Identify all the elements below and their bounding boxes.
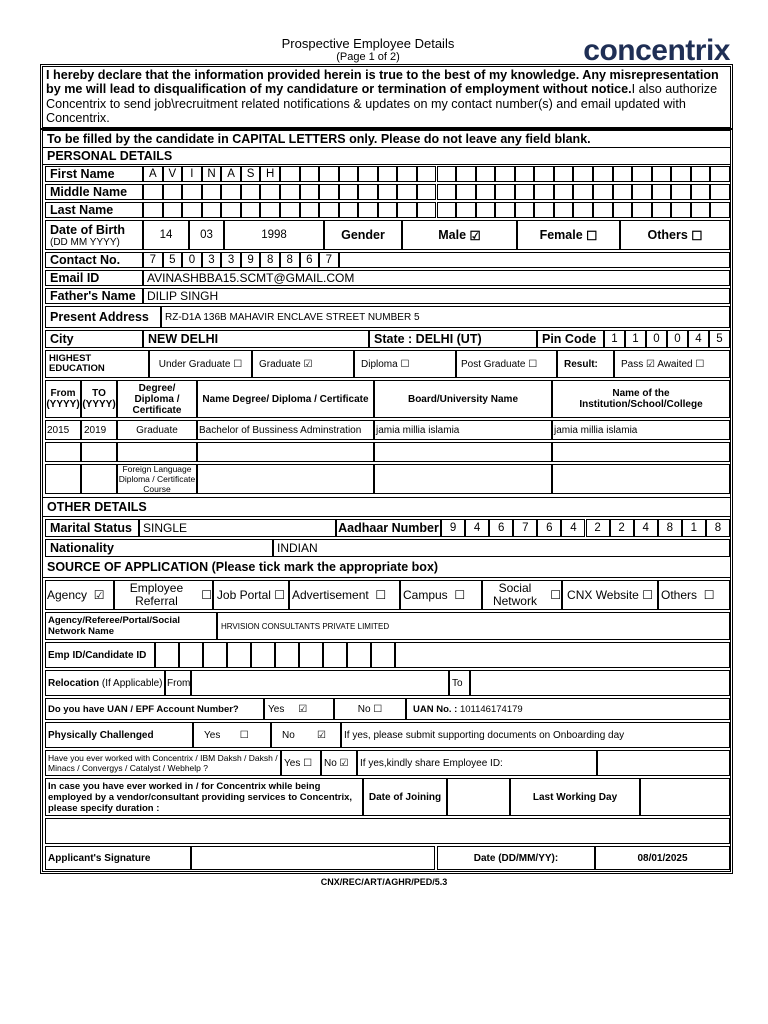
first-name-char-box[interactable] [613,166,633,182]
last-working-day-field[interactable] [640,778,730,816]
worked-yes-option[interactable]: Yes ☐ [281,750,321,776]
edu-degree[interactable]: Graduate [117,420,197,440]
aadhaar-digit-box[interactable]: 6 [537,519,561,537]
result-label: Result: [557,350,614,378]
page-title: Prospective Employee Details [281,36,455,51]
dob-month[interactable]: 03 [189,220,224,250]
aadhaar-digit-box[interactable]: 2 [586,519,610,537]
aadhaar-digit-box[interactable]: 1 [682,519,706,537]
education-row-foreign [43,463,730,495]
marital-status-label: Marital Status [45,519,139,537]
pin-digit-box[interactable]: 1 [604,330,625,348]
edu3-name[interactable] [197,464,374,494]
first-name-char-box[interactable] [710,166,730,182]
aadhaar-digit-box[interactable]: 8 [658,519,682,537]
gender-label: Gender [324,220,402,250]
signature-field[interactable] [191,846,435,870]
first-name-char-box[interactable] [495,166,515,182]
col-to: TO (YYYY) [81,380,117,418]
date-of-joining-field[interactable] [447,778,510,816]
last-name-char-box[interactable] [241,202,261,218]
uan-no-option[interactable]: No ☐ [334,698,406,720]
last-name-char-box[interactable] [573,202,593,218]
pin-digit-box[interactable]: 4 [688,330,709,348]
relocation-row [43,669,730,697]
last-name-char-box[interactable] [652,202,672,218]
marital-status-field[interactable]: SINGLE [139,519,336,537]
last-name-char-box[interactable] [280,202,300,218]
last-name-char-box[interactable] [358,202,378,218]
middle-name-char-box[interactable] [632,184,652,200]
worked-note: If yes,kindly share Employee ID: [357,750,597,776]
address-row [43,305,730,329]
source-heading: SOURCE OF APPLICATION (Please tick mark the appropriate box) [47,560,439,574]
middle-name-char-box[interactable] [221,184,241,200]
first-name-char-box[interactable] [652,166,672,182]
vendor-duration-row [43,777,730,817]
pin-digit-box[interactable]: 1 [625,330,646,348]
middle-name-char-box[interactable] [300,184,320,200]
education-row-2 [43,441,730,463]
agency-name-label: Agency/Referee/Portal/Social Network Name [45,612,217,640]
form-frame [42,130,731,872]
edu2-board[interactable] [374,442,552,462]
last-name-char-box[interactable] [143,202,163,218]
pin-digit-box[interactable]: 0 [646,330,667,348]
relocation-to-label: To [449,670,470,696]
middle-name-char-box[interactable] [515,184,535,200]
edu3-board[interactable] [374,464,552,494]
last-name-char-box[interactable] [710,202,730,218]
first-name-char-box[interactable] [476,166,496,182]
form-code: CNX/REC/ART/AGHR/PED/5.3 [320,877,448,887]
signature-label: Applicant's Signature [45,846,191,870]
contact-digit-box[interactable]: 5 [163,252,183,268]
contact-digit-box[interactable]: 3 [202,252,222,268]
middle-name-char-box[interactable] [417,184,437,200]
marital-row [43,518,730,538]
dob-label-cell [45,220,143,250]
relocation-from-label: From [165,670,191,696]
vendor-duration-question: In case you have ever worked in / for Concentrix while being employed by a vendor/consultant providing services to Concentrix, please specify duration : [45,778,363,816]
nationality-field[interactable]: INDIAN [273,539,730,557]
first-name-char-box[interactable] [593,166,613,182]
middle-name-char-box[interactable] [613,184,633,200]
last-name-char-box[interactable] [593,202,613,218]
pin-digit-box[interactable]: 5 [709,330,730,348]
pc-note: If yes, please submit supporting documents on Onboarding day [341,722,730,748]
first-name-char-box[interactable] [632,166,652,182]
last-name-char-box[interactable] [378,202,398,218]
first-name-char-box[interactable]: A [221,166,241,182]
first-name-char-box[interactable] [280,166,300,182]
last-name-char-box[interactable] [671,202,691,218]
last-name-char-box[interactable] [397,202,417,218]
first-name-char-box[interactable]: I [182,166,202,182]
emp-id-row [43,641,730,669]
edu2-from[interactable] [45,442,81,462]
middle-name-char-box[interactable] [182,184,202,200]
source-options-row [43,579,730,611]
city-field[interactable]: NEW DELHI [143,330,369,348]
middle-name-char-box[interactable] [163,184,183,200]
middle-name-char-box[interactable] [671,184,691,200]
middle-name-char-box[interactable] [358,184,378,200]
emp-id-char-box[interactable] [347,642,371,668]
last-name-char-box[interactable] [456,202,476,218]
contact-digit-box[interactable]: 9 [241,252,261,268]
contact-digit-box[interactable]: 0 [182,252,202,268]
last-name-char-box[interactable] [300,202,320,218]
highest-education-row [43,349,730,379]
present-address-label: Present Address [45,306,161,328]
previous-employee-id-field[interactable] [597,750,730,776]
middle-name-char-box[interactable] [534,184,554,200]
source-employee-referral[interactable]: Employee Referral ☐ [114,580,213,610]
col-board: Board/University Name [374,380,552,418]
last-name-char-box[interactable] [437,202,457,218]
emp-id-char-box[interactable] [323,642,347,668]
last-name-char-box[interactable] [554,202,574,218]
emp-id-char-box[interactable] [299,642,323,668]
first-name-label: First Name [45,166,143,182]
physically-challenged-row [43,721,730,749]
first-name-char-box[interactable]: H [260,166,280,182]
father-row [43,287,730,305]
middle-name-char-box[interactable] [339,184,359,200]
edu-from[interactable]: 2015 [45,420,81,440]
job-portal-checkbox-icon[interactable]: ☐ [274,587,286,602]
result-options[interactable]: Pass ☑ Awaited ☐ [614,350,730,378]
first-name-char-box[interactable] [319,166,339,182]
col-name-degree: Name Degree/ Diploma / Certificate [197,380,374,418]
first-name-char-box[interactable] [573,166,593,182]
personal-heading-row [43,148,730,165]
source-others[interactable]: Others ☐ [658,580,730,610]
signature-row [43,845,730,871]
aadhaar-digit-box[interactable]: 8 [706,519,730,537]
male-checkbox-icon[interactable]: ☑ [469,228,481,243]
email-field[interactable]: AVINASHBBA15.SCMT@GMAIL.COM [143,270,730,286]
email-row [43,269,730,287]
aadhaar-digit-box[interactable]: 4 [634,519,658,537]
post-graduate-option[interactable]: Post Graduate ☐ [456,350,557,378]
contact-digit-box[interactable]: 8 [260,252,280,268]
concentrix-logo: concentrix [583,34,730,67]
first-name-char-box[interactable] [358,166,378,182]
education-header-row [43,379,730,419]
other-details-heading: OTHER DETAILS [47,500,147,514]
worked-before-question: Have you ever worked with Concentrix / IBM Daksh / Daksh / Minacs / Convergys / Catalyst / Webhelp ? [45,750,281,776]
last-name-char-box[interactable] [202,202,222,218]
father-name-field[interactable]: DILIP SINGH [143,288,730,304]
middle-name-char-box[interactable] [554,184,574,200]
edu2-institution[interactable] [552,442,730,462]
edu3-institution[interactable] [552,464,730,494]
pin-digit-box[interactable]: 0 [667,330,688,348]
middle-name-char-box[interactable] [202,184,222,200]
last-name-char-box[interactable] [163,202,183,218]
physically-challenged-label: Physically Challenged [45,722,193,748]
dob-row [43,219,730,251]
aadhaar-digit-box[interactable]: 4 [561,519,585,537]
last-name-char-box[interactable] [319,202,339,218]
uan-question: Do you have UAN / EPF Account Number? [45,698,264,720]
dob-format: (DD MM YYYY) [50,236,120,248]
source-others-checkbox-icon[interactable]: ☐ [703,588,715,602]
edu2-to[interactable] [81,442,117,462]
last-name-char-box[interactable] [476,202,496,218]
gender-male-option[interactable]: Male ☑ [402,220,517,250]
contact-label: Contact No. [45,252,143,268]
declaration-box [42,66,731,128]
agency-name-row [43,611,730,641]
pc-yes-option[interactable]: Yes ☐ [193,722,271,748]
relocation-label: Relocation (If Applicable) [45,670,165,696]
first-name-char-box[interactable]: N [202,166,222,182]
first-name-char-box[interactable]: S [241,166,261,182]
uan-yes-option[interactable]: Yes ☑ [264,698,334,720]
contact-digit-box[interactable]: 7 [143,252,163,268]
pc-no-checkbox-icon[interactable]: ☑ [317,729,326,741]
relocation-from-field[interactable] [191,670,449,696]
last-name-char-box[interactable] [534,202,554,218]
emp-id-char-box[interactable] [371,642,395,668]
contact-row [43,251,730,269]
under-graduate-option[interactable]: Under Graduate ☐ [149,350,252,378]
last-name-char-box[interactable] [613,202,633,218]
aadhaar-digit-box[interactable]: 4 [465,519,489,537]
middle-name-char-box[interactable] [319,184,339,200]
referral-checkbox-icon[interactable]: ☐ [201,587,212,602]
emp-id-label: Emp ID/Candidate ID [45,642,155,668]
last-name-char-box[interactable] [182,202,202,218]
first-name-char-box[interactable] [378,166,398,182]
emp-id-char-box[interactable] [179,642,203,668]
edu-board[interactable]: jamia millia islamia [374,420,552,440]
source-job-portal[interactable]: Job Portal ☐ [213,580,289,610]
last-name-label: Last Name [45,202,143,218]
contact-digit-box[interactable]: 6 [300,252,320,268]
edu-to[interactable]: 2019 [81,420,117,440]
contact-remainder [339,252,730,268]
emp-id-char-box[interactable] [155,642,179,668]
edu-name-degree[interactable]: Bachelor of Bussiness Adminstration [197,420,374,440]
emp-id-char-box[interactable] [227,642,251,668]
first-name-char-box[interactable] [691,166,711,182]
gender-female-option[interactable]: Female ☐ [517,220,620,250]
pin-code-label: Pin Code [537,330,604,348]
date-of-joining-label: Date of Joining [363,778,447,816]
relocation-to-field[interactable] [470,670,730,696]
nationality-row [43,538,730,558]
middle-name-char-box[interactable] [260,184,280,200]
last-name-char-box[interactable] [495,202,515,218]
social-checkbox-icon[interactable]: ☐ [550,587,561,602]
blank-row [43,817,730,845]
last-name-char-box[interactable] [515,202,535,218]
date-label: Date (DD/MM/YY): [437,846,595,870]
cnx-website-checkbox-icon[interactable]: ☐ [642,587,653,602]
campus-checkbox-icon[interactable]: ☐ [454,588,466,602]
middle-name-char-box[interactable] [495,184,515,200]
state-field[interactable]: State : DELHI (UT) [369,330,537,348]
contact-digit-box[interactable]: 3 [221,252,241,268]
source-social-network[interactable]: Social Network ☐ [482,580,562,610]
aadhaar-digit-box[interactable]: 9 [441,519,465,537]
emp-id-char-box[interactable] [203,642,227,668]
instruction-text: To be filled by the candidate in CAPITAL LETTERS only. Please do not leave any field blank. [47,132,591,146]
female-checkbox-icon[interactable]: ☐ [586,228,598,243]
first-name-char-box[interactable] [417,166,437,182]
city-label: City [45,330,143,348]
dob-label: Date of Birth [50,222,125,237]
diploma-option[interactable]: Diploma ☐ [354,350,456,378]
middle-name-char-box[interactable] [397,184,417,200]
col-degree: Degree/ Diploma / Certificate [117,380,197,418]
uan-row [43,697,730,721]
source-cnx-website[interactable]: CNX Website ☐ [562,580,658,610]
last-name-char-box[interactable] [632,202,652,218]
contact-digit-box[interactable]: 8 [280,252,300,268]
declaration-rest: I also authorize Concentrix to send job\recruitment related notifications & updates on my contact number(s) and email updated with Concentrix. [46,82,718,126]
middle-name-char-box[interactable] [437,184,457,200]
source-advertisement[interactable]: Advertisement ☐ [289,580,400,610]
last-name-char-box[interactable] [691,202,711,218]
dob-year[interactable]: 1998 [224,220,324,250]
instruction-row [43,131,730,148]
first-name-char-box[interactable] [397,166,417,182]
page-number: (Page 1 of 2) [336,51,400,63]
education-row-1 [43,419,730,441]
source-agency[interactable]: Agency ☑ [45,580,114,610]
gender-others-option[interactable]: Others ☐ [620,220,730,250]
dob-day[interactable]: 14 [143,220,189,250]
first-name-char-box[interactable] [456,166,476,182]
pc-no-option[interactable]: No ☑ [271,722,341,748]
uan-number-field[interactable]: UAN No. : 101146174179 [406,698,730,720]
agency-name-field[interactable]: HRVISION CONSULTANTS PRIVATE LIMITED [217,612,730,640]
source-heading-row [43,558,730,578]
edu3-from[interactable] [45,464,81,494]
edu2-name[interactable] [197,442,374,462]
middle-name-char-box[interactable] [241,184,261,200]
middle-name-char-box[interactable] [691,184,711,200]
aadhaar-label: Aadhaar Number [336,519,441,537]
personal-details-heading: PERSONAL DETAILS [47,149,173,163]
edu3-to[interactable] [81,464,117,494]
first-name-char-box[interactable]: A [143,166,163,182]
others-checkbox-icon[interactable]: ☐ [691,228,703,243]
aadhaar-digit-box[interactable]: 6 [489,519,513,537]
other-heading-row [43,497,730,517]
first-name-row [43,165,730,183]
middle-name-char-box[interactable] [280,184,300,200]
pc-yes-checkbox-icon[interactable]: ☐ [239,729,249,741]
present-address-field[interactable]: RZ-D1A 136B MAHAVIR ENCLAVE STREET NUMBER 5 [161,306,730,328]
middle-name-char-box[interactable] [573,184,593,200]
middle-name-label: Middle Name [45,184,143,200]
first-name-char-box[interactable] [339,166,359,182]
highest-education-label: HIGHEST EDUCATION [45,350,149,378]
middle-name-char-box[interactable] [710,184,730,200]
middle-name-char-box[interactable] [593,184,613,200]
aadhaar-digit-box[interactable]: 2 [610,519,634,537]
uan-no-checkbox-icon[interactable]: ☐ [373,703,383,715]
middle-name-row [43,183,730,201]
first-name-char-box[interactable] [515,166,535,182]
source-campus[interactable]: Campus ☐ [400,580,482,610]
city-row [43,329,730,349]
last-name-row [43,201,730,219]
edu2-degree[interactable] [117,442,197,462]
first-name-char-box[interactable]: V [163,166,183,182]
first-name-char-box[interactable] [671,166,691,182]
middle-name-char-box[interactable] [378,184,398,200]
worked-before-row [43,749,730,777]
nationality-label: Nationality [45,539,273,557]
advertisement-checkbox-icon[interactable]: ☐ [375,588,387,602]
email-label: Email ID [45,270,143,286]
last-name-char-box[interactable] [339,202,359,218]
emp-id-char-box[interactable] [251,642,275,668]
agency-checkbox-icon[interactable]: ☑ [93,588,105,602]
date-field[interactable]: 08/01/2025 [595,846,730,870]
last-name-char-box[interactable] [417,202,437,218]
edu-institution[interactable]: jamia millia islamia [552,420,730,440]
middle-name-char-box[interactable] [652,184,672,200]
emp-id-remainder[interactable] [395,642,730,668]
aadhaar-digit-box[interactable]: 7 [513,519,537,537]
first-name-char-box[interactable] [437,166,457,182]
last-name-char-box[interactable] [221,202,241,218]
first-name-char-box[interactable] [534,166,554,182]
father-name-label: Father's Name [45,288,143,304]
foreign-language-label: Foreign Language Diploma / Certificate Course [118,464,196,494]
vendor-duration-field[interactable] [45,818,730,844]
col-institution: Name of the Institution/School/College [552,380,730,418]
middle-name-char-box[interactable] [456,184,476,200]
graduate-option[interactable]: Graduate ☑ [252,350,354,378]
last-name-char-box[interactable] [260,202,280,218]
first-name-char-box[interactable] [300,166,320,182]
first-name-char-box[interactable] [554,166,574,182]
middle-name-char-box[interactable] [143,184,163,200]
declaration-bold: I hereby declare that the information provided herein is true to the best of my knowledge. Any misrepresentation by me will lead to disqualification of my candidature or termination of employment without notice. [46,68,719,97]
contact-digit-box[interactable]: 7 [319,252,339,268]
uan-yes-checkbox-icon[interactable]: ☑ [298,703,308,715]
last-working-day-label: Last Working Day [510,778,640,816]
emp-id-char-box[interactable] [275,642,299,668]
col-from: From (YYYY) [45,380,81,418]
middle-name-char-box[interactable] [476,184,496,200]
worked-no-option[interactable]: No ☑ [321,750,357,776]
